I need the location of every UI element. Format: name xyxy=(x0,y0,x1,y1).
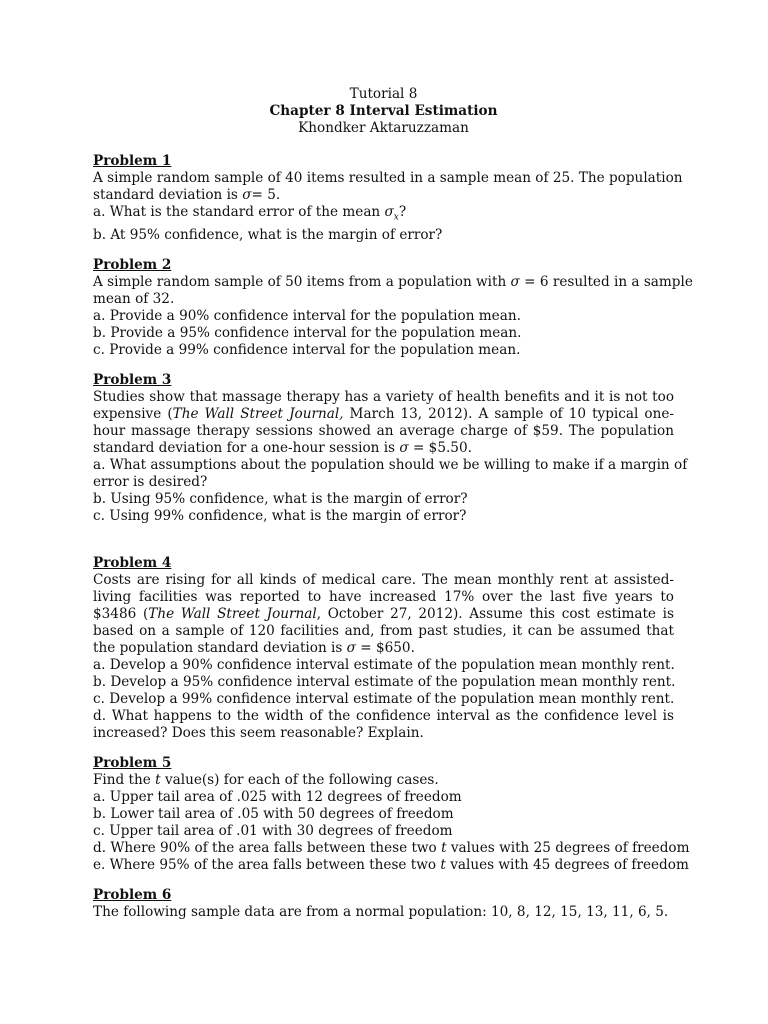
problem-2-title: Problem 2 xyxy=(93,256,172,273)
problem-1-title: Problem 1 xyxy=(93,153,172,169)
tutorial-label: Tutorial 8 xyxy=(349,86,418,102)
problem-5-question-a: a. Upper tail area of .025 with 12 degrees of freedom xyxy=(93,788,462,805)
problem-3-question-a-line1: a. What assumptions about the population should we be willing to make if a margin of xyxy=(93,456,688,473)
problem-5-question-b: b. Lower tail area of .05 with 50 degrees of freedom xyxy=(93,805,454,822)
problem-6-title: Problem 6 xyxy=(93,886,172,903)
sigma-symbol: σ xyxy=(399,439,409,456)
problem-4-paragraph: Costs are rising for all kinds of medical care. The mean monthly rent at assisted-living facilities was reported to have increased 17% over the last five years to $3486 (The Wall Street Journal, October 27, 2012). Assume this cost estimate is based on a sample of 120 facilities and, from past studies, it can be assumed that the population standard deviation is σ = $650. xyxy=(93,571,674,656)
journal-citation: The Wall Street Journal, xyxy=(172,405,344,422)
problem-5-intro: Find the t value(s) for each of the following cases. xyxy=(93,771,439,788)
problem-2-text-line2: mean of 32. xyxy=(93,290,175,307)
problem-2-text-line1: A simple random sample of 50 items from a population with σ = 6 resulted in a sample xyxy=(93,273,693,290)
problem-5 xyxy=(93,754,690,874)
problem-3-paragraph: Studies show that massage therapy has a variety of health benefits and it is not too expensive (The Wall Street Journal, March 13, 2012). A sample of 10 typical one-hour massage therapy sessions showed an average charge of $59. The population standard deviation for a one-hour session is σ = $5.50. xyxy=(93,388,674,456)
sigma-symbol: σ xyxy=(384,204,394,220)
journal-citation: The Wall Street Journal xyxy=(148,605,317,622)
problem-3-question-c: c. Using 99% confidence, what is the margin of error? xyxy=(93,507,467,524)
problem-2 xyxy=(93,256,693,359)
problem-4 xyxy=(93,555,674,742)
problem-1 xyxy=(93,153,683,244)
problem-2-question-a: a. Provide a 90% confidence interval for the population mean. xyxy=(93,307,521,324)
sigma-symbol: σ xyxy=(510,273,520,290)
problem-3-question-b: b. Using 95% confidence, what is the margin of error? xyxy=(93,490,468,507)
problem-1-question-a: a. What is the standard error of the mean $\sigma_x$? xyxy=(93,204,407,223)
problem-4-question-b: b. Develop a 95% confidence interval estimate of the population mean monthly rent. xyxy=(93,673,676,690)
author-name: Khondker Aktaruzzaman xyxy=(298,120,469,136)
sigma-symbol: σ xyxy=(242,187,252,203)
document-header xyxy=(93,86,674,137)
problem-3-question-a-line2: error is desired? xyxy=(93,473,208,490)
problem-6-text: The following sample data are from a normal population: 10, 8, 12, 15, 13, 11, 6, 5. xyxy=(93,903,669,920)
problem-2-question-b: b. Provide a 95% confidence interval for the population mean. xyxy=(93,324,522,341)
problem-4-question-d: d. What happens to the width of the confidence interval as the confidence level is increased? Does this seem reasonable? Explain. xyxy=(93,707,674,741)
problem-2-question-c: c. Provide a 99% confidence interval for the population mean. xyxy=(93,341,521,358)
problem-5-question-d: d. Where 90% of the area falls between these two t values with 25 degrees of freedom xyxy=(93,839,690,856)
problem-3-title: Problem 3 xyxy=(93,371,172,388)
problem-5-question-e: e. Where 95% of the area falls between these two t values with 45 degrees of freedom xyxy=(93,856,689,873)
sigma-symbol: σ xyxy=(346,639,356,656)
problem-1-question-b: b. At 95% confidence, what is the margin of error? xyxy=(93,226,443,243)
problem-5-title: Problem 5 xyxy=(93,754,172,771)
problem-3 xyxy=(93,371,688,525)
chapter-title: Chapter 8 Interval Estimation xyxy=(269,103,498,119)
problem-4-question-a: a. Develop a 90% confidence interval estimate of the population mean monthly rent. xyxy=(93,656,675,673)
problem-6 xyxy=(93,887,674,921)
problem-1-text-line2: standard deviation is σ= 5. xyxy=(93,187,281,203)
problem-4-question-c: c. Develop a 99% confidence interval estimate of the population mean monthly rent. xyxy=(93,690,675,707)
problem-1-text-line1: A simple random sample of 40 items resulted in a sample mean of 25. The population xyxy=(93,170,683,186)
problem-5-question-c: c. Upper tail area of .01 with 30 degrees of freedom xyxy=(93,822,453,839)
document-page xyxy=(93,86,693,921)
problem-4-title: Problem 4 xyxy=(93,554,172,571)
